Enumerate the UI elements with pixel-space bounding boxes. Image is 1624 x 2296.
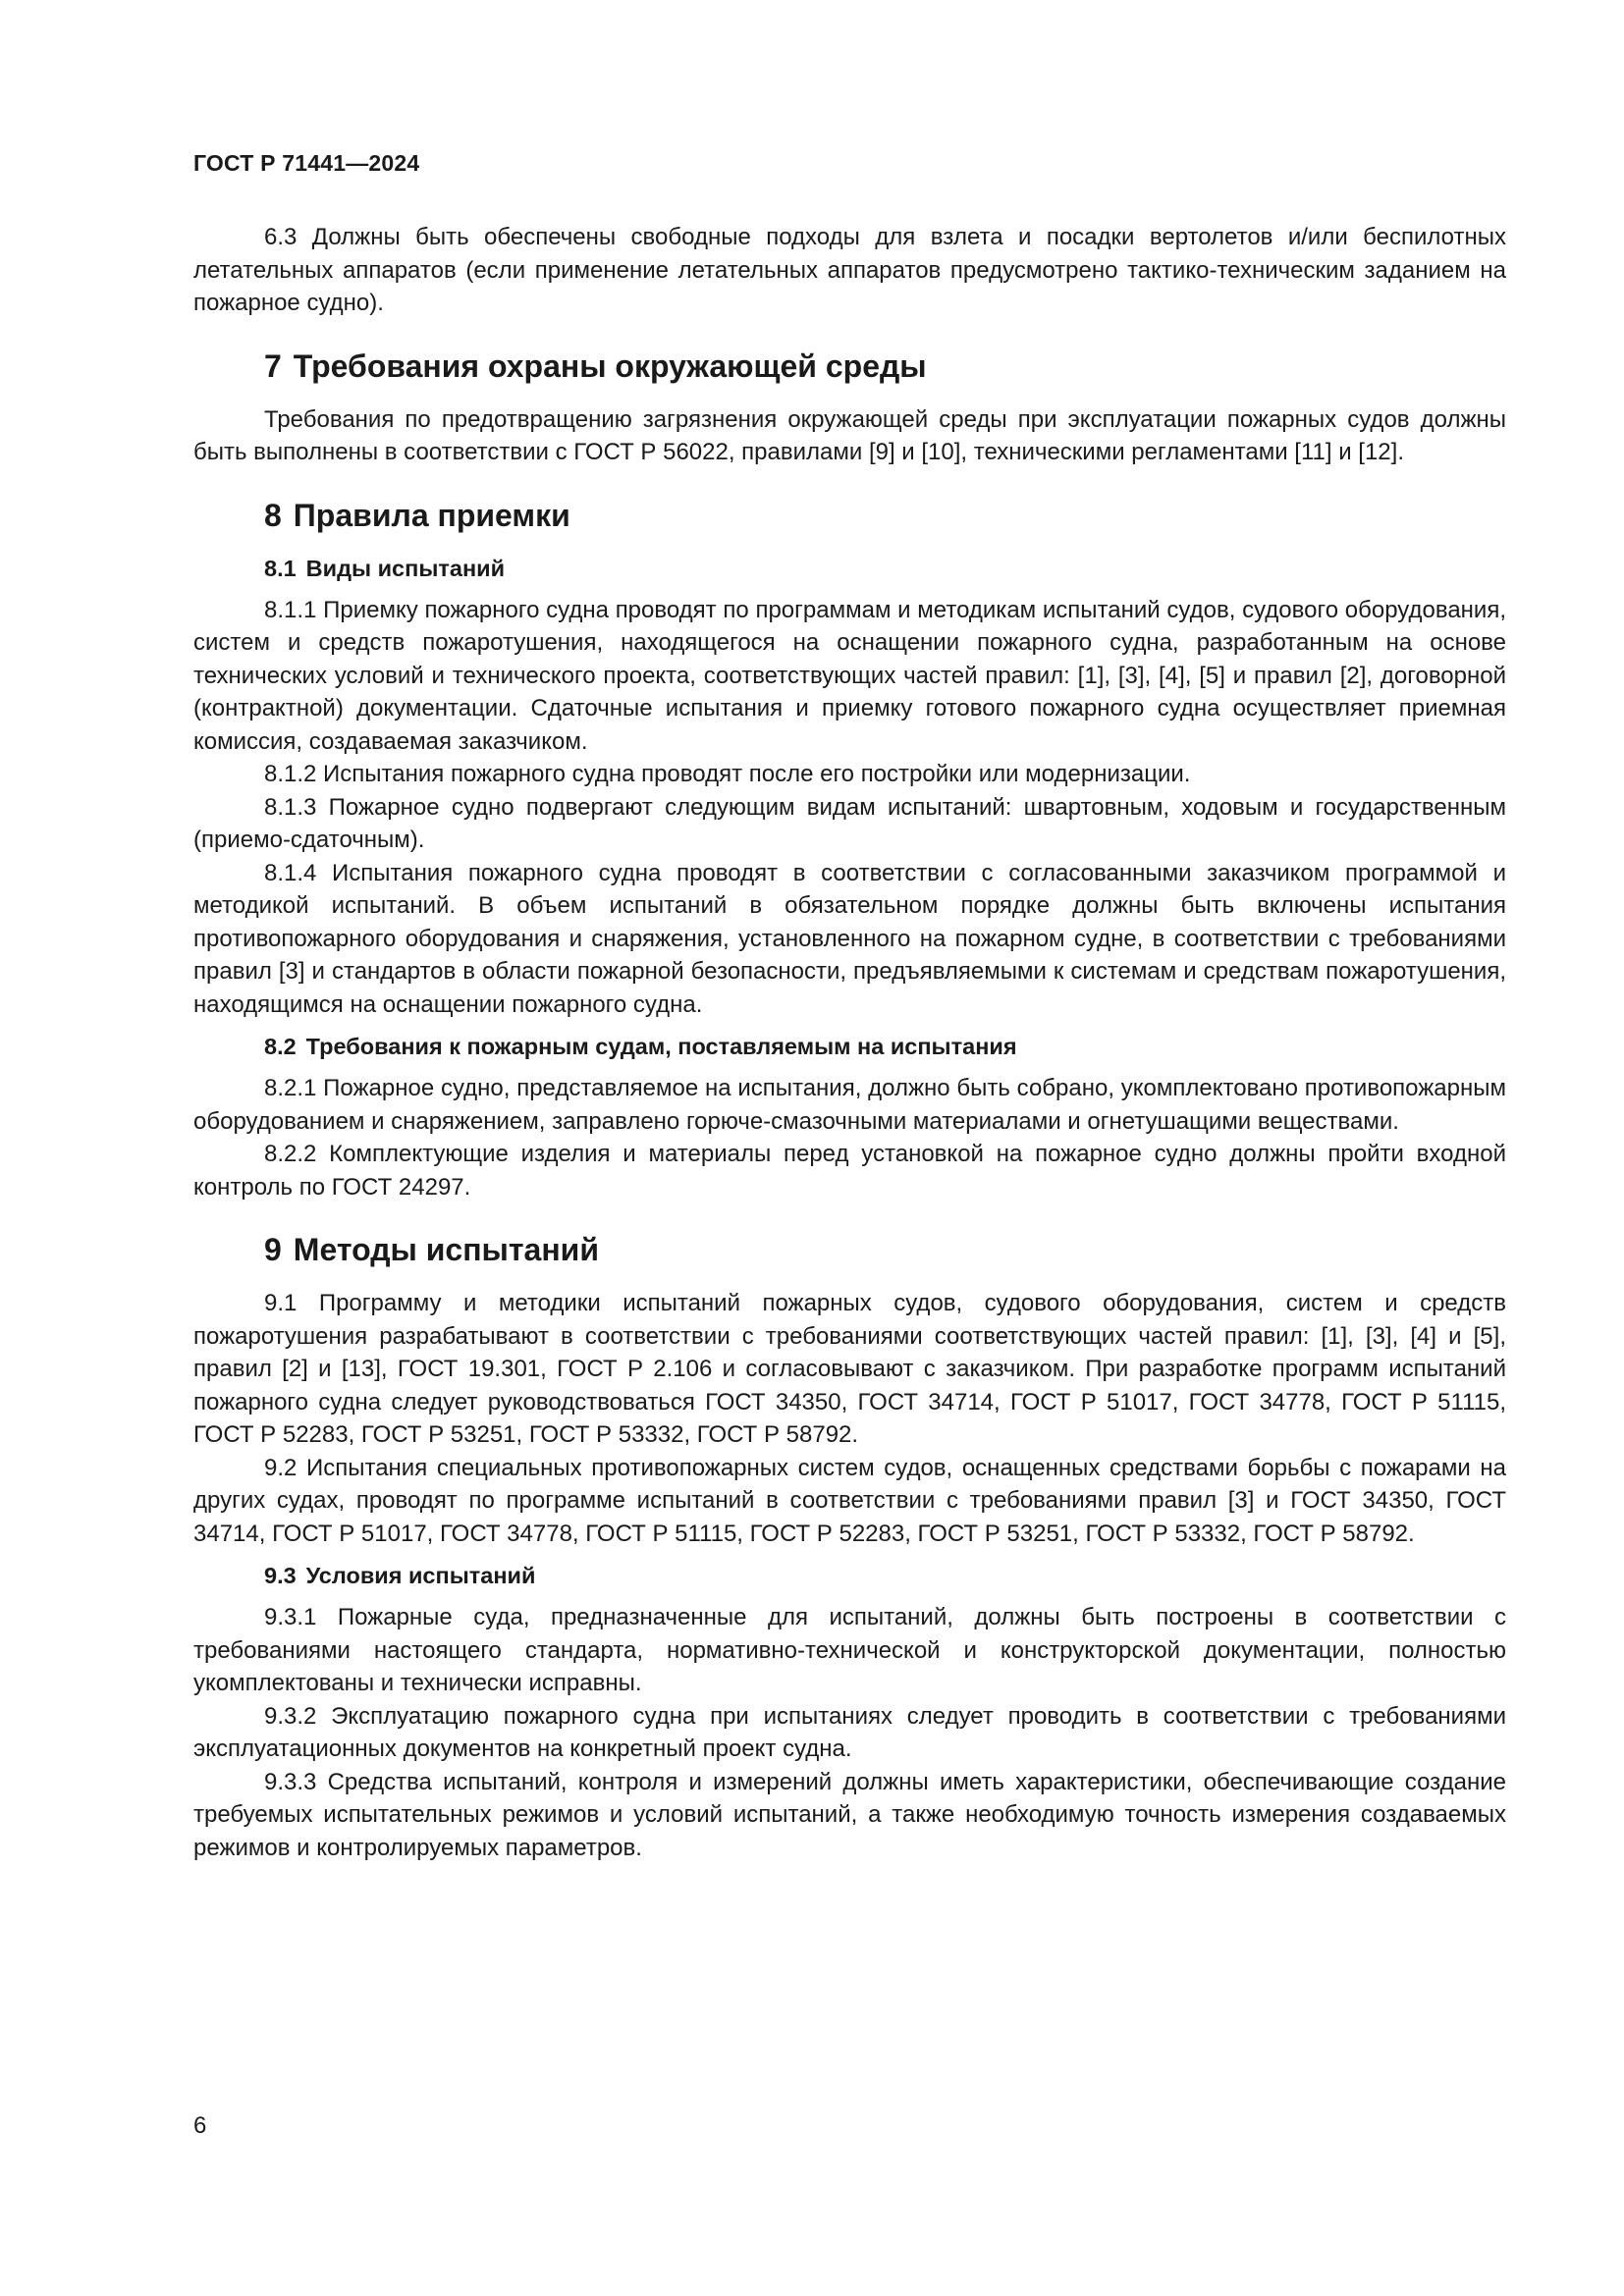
paragraph-7: Требования по предотвращению загрязнения окружающей среды при эксплуатации пожарных судов должны быть выполнены в соответствии с ГОСТ Р 56022, правилами [9] и [10], техническими регламентами [11] и [12]. (193, 405, 1506, 465)
section-title: Правила приемки (293, 497, 570, 533)
section-heading-9 (264, 1230, 1506, 1269)
paragraph-8-2-2: 8.2.2 Комплектующие изделия и материалы перед установкой на пожарное судно должны пройти входной контроль по ГОСТ 24297. (193, 1141, 1506, 1201)
document-body (193, 221, 1506, 1864)
paragraph-8-1-2: 8.1.2 Испытания пожарного судна проводят после его постройки или модернизации. (264, 761, 1191, 787)
section-number: 8 (264, 497, 282, 533)
section-title: Методы испытаний (293, 1232, 599, 1267)
paragraph-8-1-3: 8.1.3 Пожарное судно подвергают следующим видам испытаний: швартовным, ходовым и государственным (приемо-сдаточным). (193, 793, 1506, 853)
paragraph-9-3-1: 9.3.1 Пожарные суда, предназначенные для испытаний, должны быть построены в соответствии с требованиями настоящего стандарта, нормативно-технической и конструкторской документации, полностью укомплектованы и технически исправны. (193, 1604, 1506, 1696)
paragraph-9-1: 9.1 Программу и методики испытаний пожарных судов, судового оборудования, систем и средств пожаротушения разрабатывают в соответствии с требованиями соответствующих частей правил: [1], [3], [4] и [5], правил [2] и [13], ГОСТ 19.301, ГОСТ Р 2.106 и согласовывают с заказчиком. При разработке программ испытаний пожарного судна следует руководствоваться ГОСТ 34350, ГОСТ 34714, ГОСТ Р 51017, ГОСТ 34778, ГОСТ Р 51115, ГОСТ Р 52283, ГОСТ Р 53251, ГОСТ Р 53332, ГОСТ Р 58792. (193, 1290, 1506, 1448)
subsection-title: Виды испытаний (305, 555, 506, 581)
section-title: Требования охраны окружающей среды (293, 347, 927, 384)
paragraph-8-2-1: 8.2.1 Пожарное судно, представляемое на испытания, должно быть собрано, укомплектовано противопожарным оборудованием и снаряжением, заправлено горюче-смазочными материалами и огнетушащими веществами. (193, 1075, 1506, 1135)
paragraph-8-1-1: 8.1.1 Приемку пожарного судна проводят по программам и методикам испытаний судов, судового оборудования, систем и средств пожаротушения, находящегося на оснащении пожарного судна, разработанным на основе технических условий и технического проекта, соответствующих частей правил: [1], [3], [4], [5] и правил [2], договорной (контрактной) документации. Сдаточные испытания и приемку готового пожарного судна осуществляет приемная комиссия, создаваемая заказчиком. (193, 596, 1506, 755)
subsection-number: 8.2 (264, 1034, 297, 1059)
paragraph-9-2: 9.2 Испытания специальных противопожарных систем судов, оснащенных средствами борьбы с пожарами на других судах, проводят по программе испытаний в соответствии с требованиями правил [3] и ГОСТ 34350, ГОСТ 34714, ГОСТ Р 51017, ГОСТ 34778, ГОСТ Р 51115, ГОСТ Р 52283, ГОСТ Р 53251, ГОСТ Р 53332, ГОСТ Р 58792. (193, 1454, 1506, 1547)
section-heading-7 (264, 347, 1506, 386)
section-heading-8 (264, 496, 1506, 535)
paragraph-9-3-2: 9.3.2 Эксплуатацию пожарного судна при испытаниях следует проводить в соответствии с требованиями эксплуатационных документов на конкретный проект судна. (193, 1702, 1506, 1762)
subsection-heading-8-2 (264, 1031, 1506, 1063)
document-header: ГОСТ Р 71441—2024 (193, 150, 420, 176)
section-number: 9 (264, 1232, 282, 1267)
subsection-title: Условия испытаний (305, 1563, 536, 1588)
page-number: 6 (193, 2112, 207, 2139)
subsection-heading-9-3 (264, 1560, 1506, 1592)
paragraph-6-3: 6.3 Должны быть обеспечены свободные подходы для взлета и посадки вертолетов и/или беспилотных летательных аппаратов (если применение летательных аппаратов предусмотрено тактико-техническим заданием на пожарное судно). (193, 224, 1506, 316)
subsection-number: 9.3 (264, 1563, 297, 1588)
subsection-title: Требования к пожарным судам, поставляемым на испытания (305, 1034, 1017, 1059)
subsection-heading-8-1 (264, 553, 1506, 585)
paragraph-8-1-4: 8.1.4 Испытания пожарного судна проводят в соответствии с согласованными заказчиком программой и методикой испытаний. В объем испытаний в обязательном порядке должны быть включены испытания противопожарного оборудования и снаряжения, установленного на пожарном судне, в соответствии с требованиями правил [3] и стандартов в области пожарной безопасности, предъявляемыми к системам и средствам пожаротушения, находящимся на оснащении пожарного судна. (193, 859, 1506, 1018)
section-number: 7 (264, 347, 282, 384)
subsection-number: 8.1 (264, 555, 297, 581)
paragraph-9-3-3: 9.3.3 Средства испытаний, контроля и измерений должны иметь характеристики, обеспечивающие создание требуемых испытательных режимов и условий испытаний, а также необходимую точность измерения создаваемых режимов и контролируемых параметров. (193, 1768, 1506, 1861)
document-page (193, 0, 1506, 2296)
